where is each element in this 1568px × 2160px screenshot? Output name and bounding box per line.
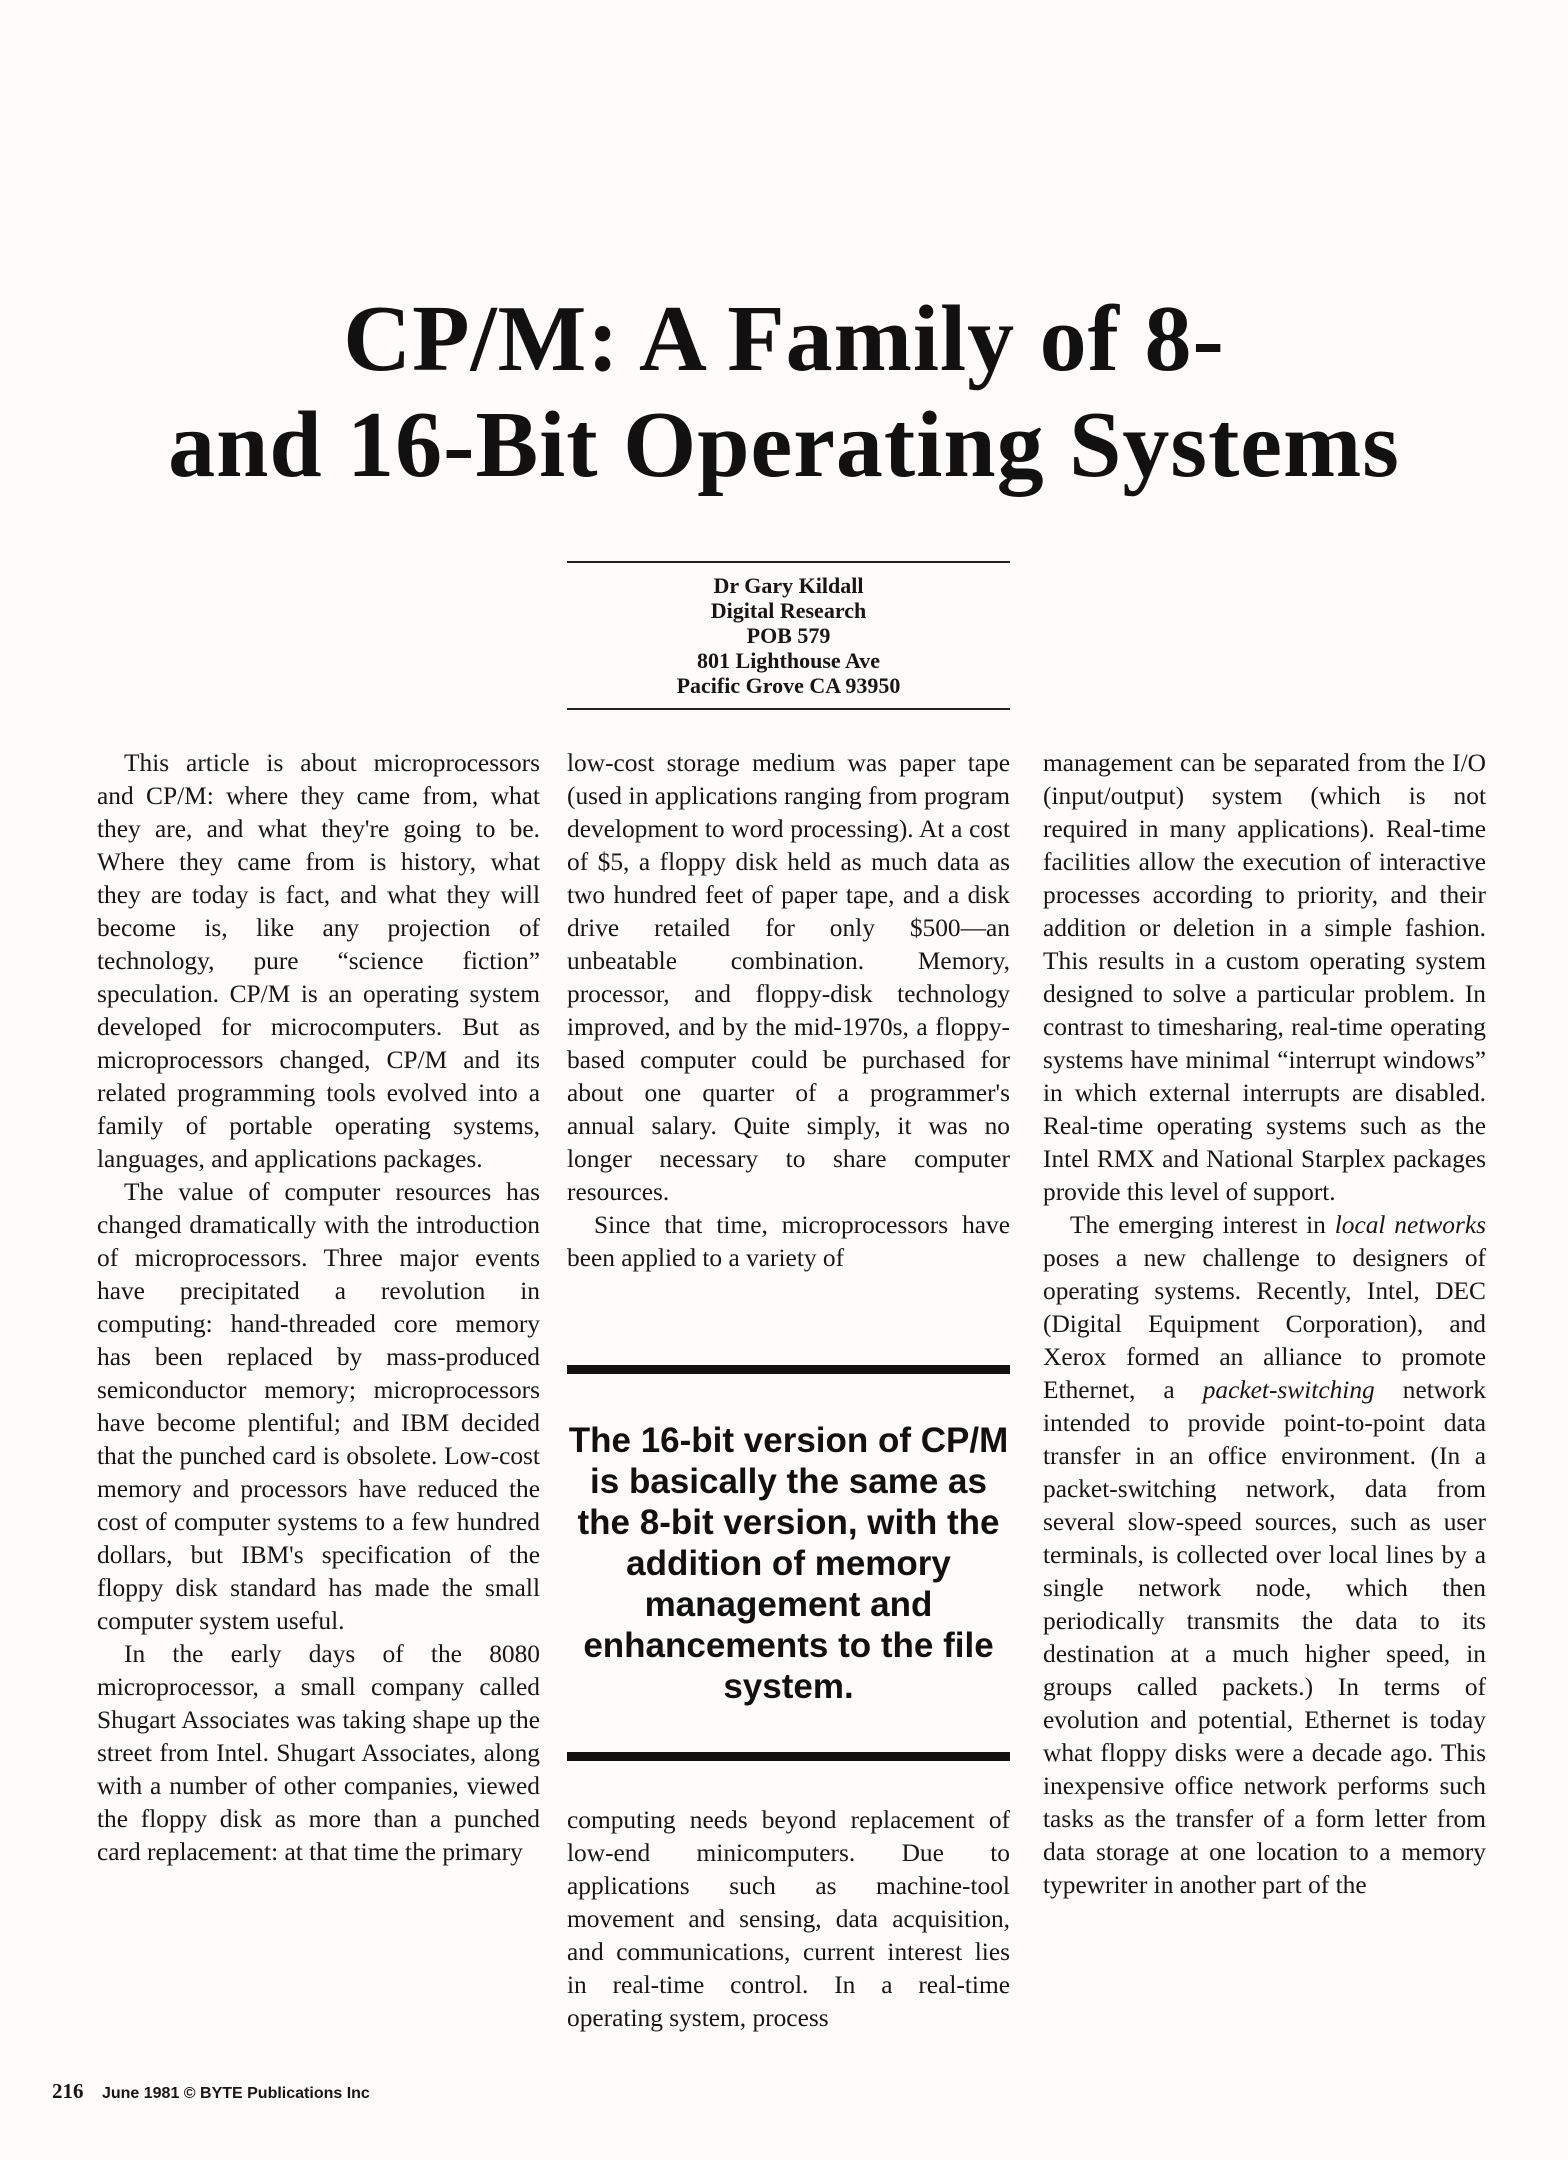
col3-p2-part-c: poses a new challenge to designers of operating systems. Recently, Intel, DEC (Digital Equipment Corporation), and Xerox formed an alliance to promote Ethernet, a (1043, 1244, 1486, 1404)
col3-paragraph-1: management can be separated from the I/O (input/output) system (which is not required in many applications). Real-time facilities allow the execution of interactive processes according to priority, and their addition or deletion in a simple fashion. This results in a custom operating system designed to solve a particular problem. In contrast to timesharing, real-time operating systems have minimal “interrupt windows” in which external interrupts are disabled. Real-time operating systems such as the Intel RMX and National Starplex packages provide this level of support. (1043, 749, 1486, 1206)
author-pob: POB 579 (746, 623, 831, 648)
author-street: 801 Lighthouse Ave (697, 648, 880, 673)
column-1 (97, 747, 540, 1869)
pull-quote (567, 1365, 1010, 1761)
col3-p2-italic-packet-switching: packet-switching (1202, 1376, 1375, 1404)
pull-quote-text: The 16-bit version of CP/M is basically the same as the 8-bit version, with the addition of memory management and enhancements to the file system. (568, 1420, 1009, 1706)
footer-credit: June 1981 © BYTE Publications Inc (101, 2085, 370, 2102)
col1-paragraph-2: The value of computer resources has changed dramatically with the introduction of microprocessors. Three major events have precipitated a revolution in computing: hand-threaded core memory has been replaced by mass-produced semiconductor memory; microprocessors have become plentiful; and IBM decided that the punched card is obsolete. Low-cost memory and processors have reduced the cost of computer systems to a few hundred dollars, but IBM's specification of the floppy disk standard has made the small computer system useful. (97, 1178, 540, 1635)
col3-paragraph-2 (1043, 1209, 1486, 1902)
title-line-2: and 16-Bit Operating Systems (168, 393, 1400, 497)
col3-p2-part-a: The emerging interest in (1070, 1211, 1335, 1239)
column-2-bottom (567, 1804, 1010, 2035)
col2-paragraph-1: low-cost storage medium was paper tape (used in applications ranging from program development to word processing). At a cost of $5, a floppy disk held as much data as two hundred feet of paper tape, and a disk drive retailed for only $500—an unbeatable combination. Memory, processor, and floppy-disk technology improved, and by the mid-1970s, a floppy-based computer could be purchased for about one quarter of a programmer's annual salary. Quite simply, it was no longer necessary to share computer resources. (567, 749, 1010, 1206)
col3-p2-part-e: network intended to provide point-to-point data transfer in an office environment. (In a packet-switching network, data from several slow-speed sources, such as user terminals, is collected over local lines by a single network node, which then periodically transmits the data to its destination at a much higher speed, in groups called packets.) In terms of evolution and potential, Ethernet is today what floppy disks were a decade ago. This inexpensive office network performs such tasks as the transfer of a form letter from data storage at one location to a memory typewriter in another part of the (1043, 1376, 1486, 1899)
page-footer (52, 2079, 370, 2104)
col1-paragraph-1: This article is about microprocessors and CP/M: where they came from, what they are, and what they're going to be. Where they came from is history, what they are today is fact, and what they will become is, like any projection of technology, pure “science fiction” speculation. CP/M is an operating system developed for microcomputers. But as microprocessors changed, CP/M and its related programming tools evolved into a family of portable operating systems, languages, and applications packages. (97, 749, 540, 1173)
author-company: Digital Research (710, 598, 867, 623)
author-name: Dr Gary Kildall (713, 573, 864, 598)
column-3 (1043, 747, 1486, 1902)
article-title (0, 286, 1568, 498)
title-line-1: CP/M: A Family of 8- (343, 287, 1225, 391)
col3-p2-italic-local-networks: local networks (1334, 1211, 1486, 1239)
col1-paragraph-3: In the early days of the 8080 microprocessor, a small company called Shugart Associates was taking shape up the street from Intel. Shugart Associates, along with a number of other companies, viewed the floppy disk as more than a punched card replacement: at that time the primary (97, 1640, 540, 1866)
page-number: 216 (52, 2079, 84, 2103)
column-2-top (567, 747, 1010, 1275)
col2-paragraph-3: computing needs beyond replacement of low-end minicomputers. Due to applications such as machine-tool movement and sensing, data acquisition, and communications, current interest lies in real-time control. In a real-time operating system, process (567, 1806, 1010, 2032)
col2-paragraph-2: Since that time, microprocessors have been applied to a variety of (567, 1211, 1010, 1272)
author-city: Pacific Grove CA 93950 (676, 673, 901, 698)
author-byline (567, 561, 1010, 710)
